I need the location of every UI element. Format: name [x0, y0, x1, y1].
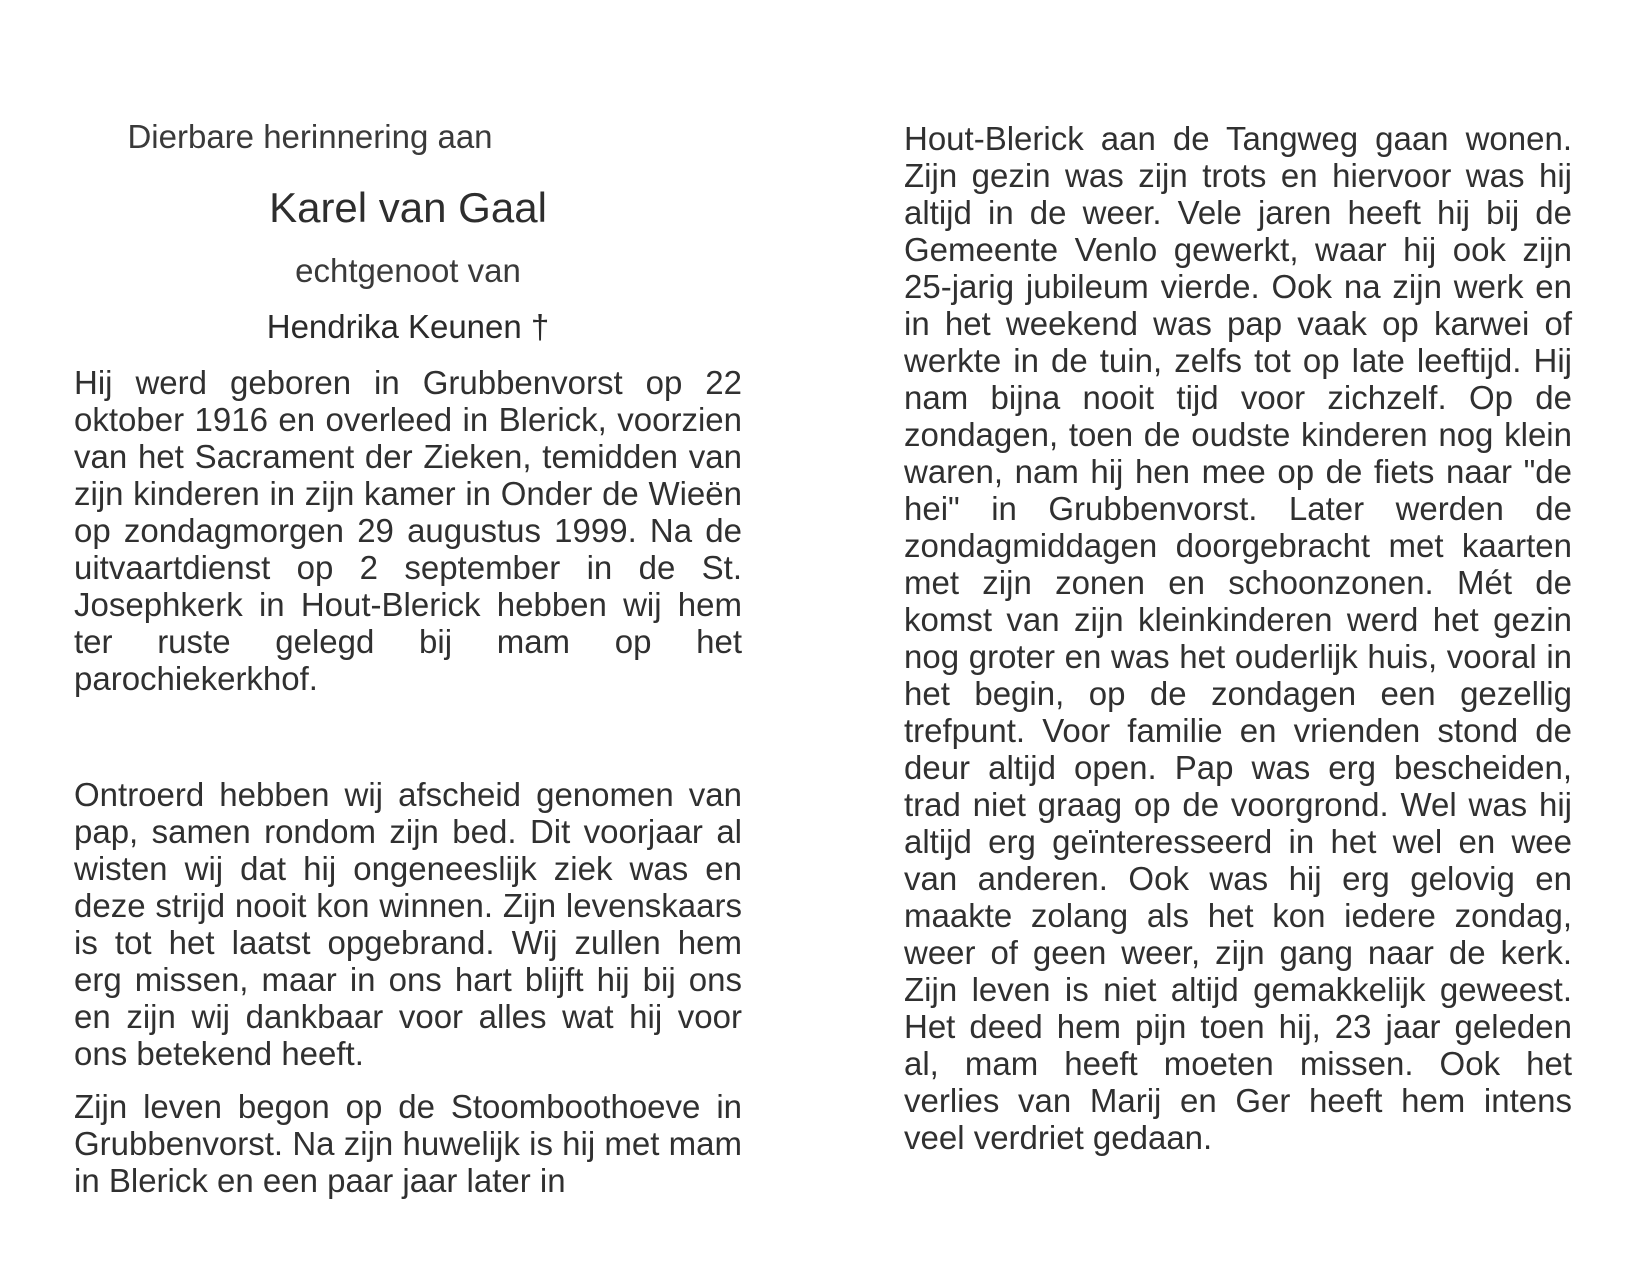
left-paragraph-3: Zijn leven begon op de Stoomboothoeve in Grubbenvorst. Na zijn huwelijk is hij met mam in Blerick en een paar jaar later in	[74, 1088, 742, 1199]
deceased-name: Karel van Gaal	[269, 184, 547, 231]
right-paragraph-1: Hout-Blerick aan de Tangweg gaan wonen. Zijn gezin was zijn trots en hiervoor was hij altijd in de weer. Vele jaren heeft hij bij de Gemeente Venlo gewerkt, waar hij ook zijn 25-jarig jubileum vierde. Ook na zijn werk en in het weekend was pap vaak op karwei of werkte in de tuin, zelfs tot op late leeftijd. Hij nam bijna nooit tijd voor zichzelf. Op de zondagen, toen de oudste kinderen nog klein waren, nam hij hen mee op de fiets naar "de hei" in Grubbenvorst. Later werden de zondagmiddagen doorgebracht met kaarten met zijn zonen en schoonzonen. Mét de komst van zijn kleinkinderen werd het gezin nog groter en was het ouderlijk huis, vooral in het begin, op de zondagen een gezellig trefpunt. Voor familie en vrienden stond de deur altijd open. Pap was erg bescheiden, trad niet graag op de voorgrond. Wel was hij altijd erg geïnteresseerd in het wel en wee van anderen. Ook was hij erg gelovig en maakte zolang als het kon iedere zondag, weer of geen weer, zijn gang naar de kerk. Zijn leven is niet altijd gemakkelijk geweest. Het deed hem pijn toen hij, 23 jaar geleden al, mam heeft moeten missen. Ook het verlies van Marij en Ger heeft hem intens veel verdriet gedaan.	[904, 120, 1572, 1156]
spouse-name: Hendrika Keunen †	[266, 308, 550, 345]
intro-text: Dierbare herinnering aan	[127, 118, 493, 155]
left-paragraph-1: Hij werd geboren in Grubbenvorst op 22 oktober 1916 en overleed in Blerick, voorzien van het Sacrament der Zieken, temidden van zijn kinderen in zijn kamer in Onder de Wieën op zondagmorgen 29 augustus 1999. Na de uitvaartdienst op 2 september in de St. Josephkerk in Hout-Blerick hebben wij hem ter ruste gelegd bij mam op het parochiekerkhof.	[74, 364, 742, 697]
relation-text: echtgenoot van	[295, 252, 521, 289]
left-paragraph-2: Ontroerd hebben wij afscheid genomen van pap, samen rondom zijn bed. Dit voorjaar al wisten wij dat hij ongeneeslijk ziek was en deze strijd nooit kon winnen. Zijn levenskaars is tot het laatst opgebrand. Wij zullen hem erg missen, maar in ons hart blijft hij bij ons en zijn wij dankbaar voor alles wat hij voor ons betekend heeft.	[74, 776, 742, 1072]
